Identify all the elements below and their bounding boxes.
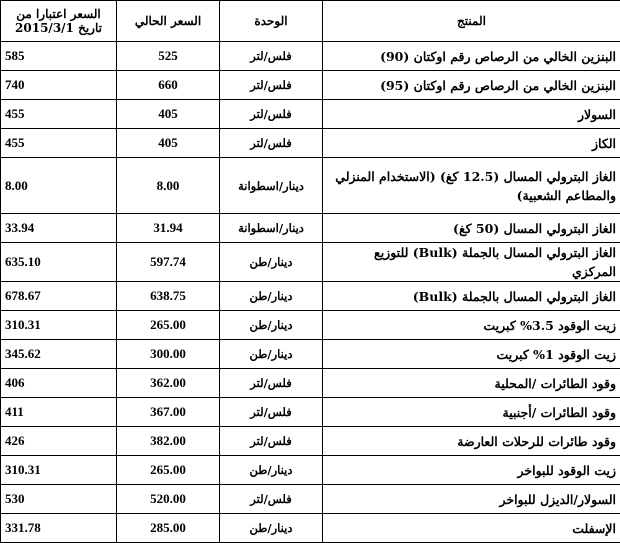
current-price-cell: 265.00 xyxy=(117,311,220,340)
price-since-cell: 8.00 xyxy=(1,158,117,214)
table-header-row xyxy=(1,1,620,42)
header-unit: الوحدة xyxy=(220,1,323,42)
table-row xyxy=(1,369,620,398)
product-cell: الكاز xyxy=(323,129,620,158)
product-cell: وقود طائرات للرحلات العارضة xyxy=(323,427,620,456)
price-since-cell: 411 xyxy=(1,398,117,427)
product-cell: وقود الطائرات /المحلية xyxy=(323,369,620,398)
current-price-cell: 300.00 xyxy=(117,340,220,369)
unit-cell: فلس/لتر xyxy=(220,42,323,71)
unit-cell: دينار/طن xyxy=(220,340,323,369)
table-row xyxy=(1,514,620,543)
unit-cell: فلس/لتر xyxy=(220,369,323,398)
product-cell: الغاز البترولي المسال بالجملة (Bulk) xyxy=(323,282,620,311)
table-row xyxy=(1,427,620,456)
unit-cell: فلس/لتر xyxy=(220,427,323,456)
table-row xyxy=(1,485,620,514)
table-row xyxy=(1,282,620,311)
price-since-cell: 455 xyxy=(1,129,117,158)
unit-cell: فلس/لتر xyxy=(220,485,323,514)
table-body xyxy=(1,42,620,543)
product-cell: زيت الوقود للبواخر xyxy=(323,456,620,485)
current-price-cell: 382.00 xyxy=(117,427,220,456)
product-cell: زيت الوقود 1% كبريت xyxy=(323,340,620,369)
unit-cell: دينار/طن xyxy=(220,456,323,485)
unit-cell: دينار/اسطوانة xyxy=(220,214,323,243)
header-product: المنتج xyxy=(323,1,620,42)
current-price-cell: 405 xyxy=(117,100,220,129)
product-cell: وقود الطائرات /أجنبية xyxy=(323,398,620,427)
unit-cell: دينار/اسطوانة xyxy=(220,158,323,214)
current-price-cell: 285.00 xyxy=(117,514,220,543)
product-cell: الغاز البترولي المسال (12.5 كغ) (الاستخدام المنزلي والمطاعم الشعبية) xyxy=(323,158,620,214)
table-row xyxy=(1,456,620,485)
unit-cell: فلس/لتر xyxy=(220,398,323,427)
price-since-cell: 345.62 xyxy=(1,340,117,369)
unit-cell: فلس/لتر xyxy=(220,71,323,100)
table-row xyxy=(1,71,620,100)
price-since-cell: 678.67 xyxy=(1,282,117,311)
current-price-cell: 520.00 xyxy=(117,485,220,514)
current-price-cell: 597.74 xyxy=(117,243,220,282)
current-price-cell: 405 xyxy=(117,129,220,158)
table-row xyxy=(1,158,620,214)
price-since-cell: 585 xyxy=(1,42,117,71)
unit-cell: دينار/طن xyxy=(220,243,323,282)
current-price-cell: 362.00 xyxy=(117,369,220,398)
header-price-since: السعر اعتبارا من تاريخ 2015/3/1 xyxy=(1,1,117,42)
unit-cell: فلس/لتر xyxy=(220,129,323,158)
current-price-cell: 525 xyxy=(117,42,220,71)
price-since-cell: 33.94 xyxy=(1,214,117,243)
price-since-cell: 331.78 xyxy=(1,514,117,543)
unit-cell: دينار/طن xyxy=(220,514,323,543)
product-cell: الغاز البترولي المسال (50 كغ) xyxy=(323,214,620,243)
price-since-cell: 310.31 xyxy=(1,311,117,340)
table-row xyxy=(1,42,620,71)
unit-cell: دينار/طن xyxy=(220,311,323,340)
price-since-cell: 740 xyxy=(1,71,117,100)
price-since-cell: 530 xyxy=(1,485,117,514)
table-row xyxy=(1,129,620,158)
product-cell: السولار xyxy=(323,100,620,129)
table-row xyxy=(1,311,620,340)
table-row xyxy=(1,243,620,282)
table-row xyxy=(1,100,620,129)
current-price-cell: 265.00 xyxy=(117,456,220,485)
table-row xyxy=(1,214,620,243)
current-price-cell: 367.00 xyxy=(117,398,220,427)
price-since-cell: 406 xyxy=(1,369,117,398)
unit-cell: دينار/طن xyxy=(220,282,323,311)
price-since-cell: 455 xyxy=(1,100,117,129)
product-cell: الغاز البترولي المسال بالجملة (Bulk) للتوزيع المركزي xyxy=(323,243,620,282)
product-cell: السولار/الديزل للبواخر xyxy=(323,485,620,514)
price-since-cell: 310.31 xyxy=(1,456,117,485)
price-since-cell: 635.10 xyxy=(1,243,117,282)
current-price-cell: 31.94 xyxy=(117,214,220,243)
unit-cell: فلس/لتر xyxy=(220,100,323,129)
table-row xyxy=(1,340,620,369)
table-row xyxy=(1,398,620,427)
product-cell: البنزين الخالي من الرصاص رقم اوكتان (90) xyxy=(323,42,620,71)
current-price-cell: 660 xyxy=(117,71,220,100)
price-since-cell: 426 xyxy=(1,427,117,456)
product-cell: الإسفلت xyxy=(323,514,620,543)
current-price-cell: 638.75 xyxy=(117,282,220,311)
product-cell: زيت الوقود 3.5% كبريت xyxy=(323,311,620,340)
current-price-cell: 8.00 xyxy=(117,158,220,214)
header-current-price: السعر الحالي xyxy=(117,1,220,42)
product-cell: البنزين الخالي من الرصاص رقم اوكتان (95) xyxy=(323,71,620,100)
